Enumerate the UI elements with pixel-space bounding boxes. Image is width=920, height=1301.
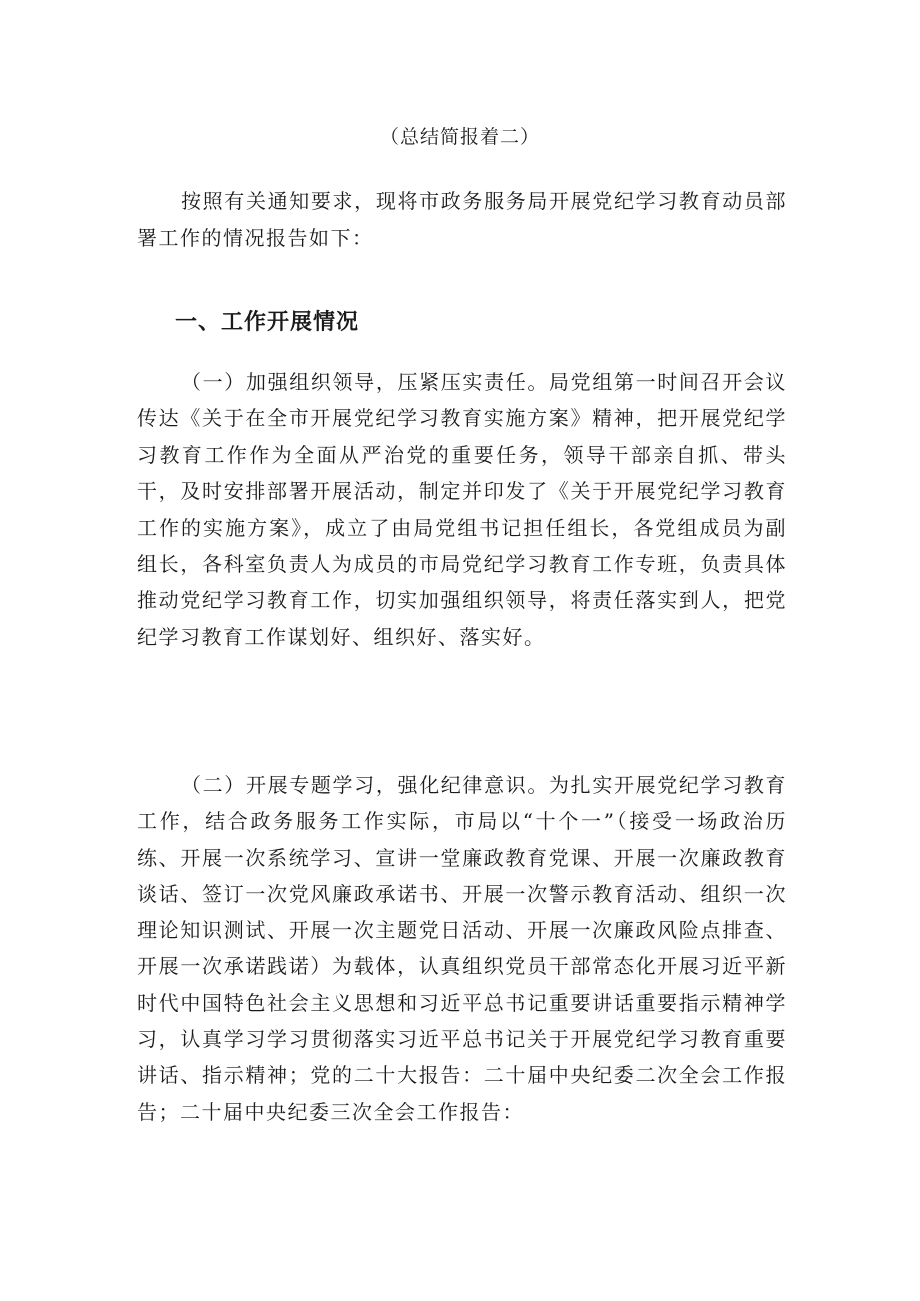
section-paragraph-2: （二）开展专题学习，强化纪律意识。为扎实开展党纪学习教育工作，结合政务服务工作实际，市局以“十个一”（接受一场政治历练、开展一次系统学习、宣讲一堂廉政教育党课、开展一次廉政教育谈话、签订一次党风廉政承诺书、开展一次警示教育活动、组织一次理论知识测试、开展一次主题党日活动、开展一次廉政风险点排查、开展一次承诺践诺）为载体，认真组织党员干部常态化开展习近平新时代中国特色社会主义思想和习近平总书记重要讲话重要指示精神学习，认真学习学习贯彻落实习近平总书记关于开展党纪学习教育重要讲话、指示精神；党的二十大报告：二十届中央纪委二次全会工作报告；二十届中央纪委三次全会工作报告： xyxy=(137,773,787,1124)
section-heading: 一、工作开展情况 xyxy=(175,310,360,335)
section-paragraph-1: （一）加强组织领导，压紧压实责任。局党组第一时间召开会议传达《关于在全市开展党纪学习教育实施方案》精神，把开展党纪学习教育工作作为全面从严治党的重要任务，领导干部亲自抓、带头干，及时安排部署开展活动，制定并印发了《关于开展党纪学习教育工作的实施方案》，成立了由局党组书记担任组长，各党组成员为副组长，各科室负责人为成员的市局党纪学习教育工作专班，负责具体推动党纪学习教育工作，切实加强组织领导，将责任落实到人，把党纪学习教育工作谋划好、组织好、落实好。 xyxy=(137,370,787,649)
document-title: （总结简报着二） xyxy=(379,126,540,148)
intro-paragraph: 按照有关通知要求，现将市政务服务局开展党纪学习教育动员部署工作的情况报告如下： xyxy=(137,189,787,250)
